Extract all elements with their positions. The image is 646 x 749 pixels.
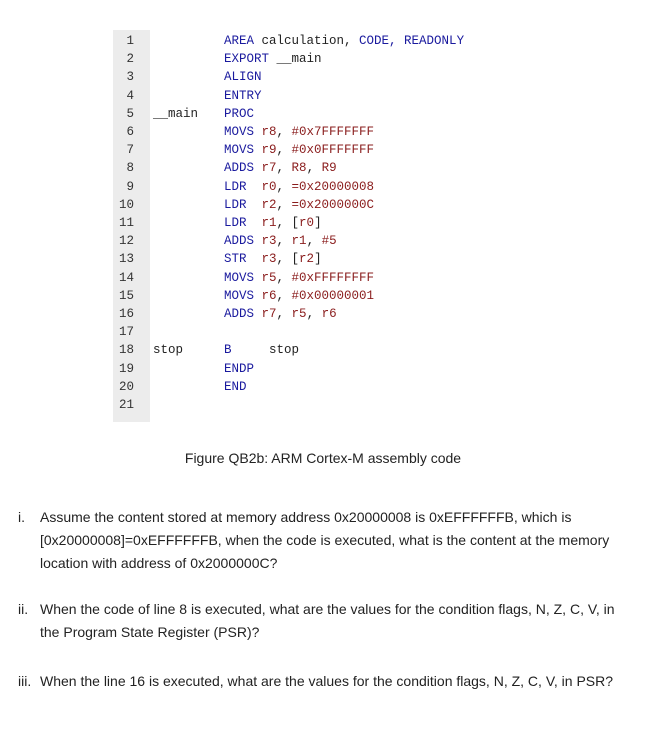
token: ] [314,216,322,230]
code-line [113,196,543,214]
question-number: i. [18,509,25,525]
line-number: 10 [118,197,134,212]
line-number: 11 [118,216,134,230]
token: MOVS [224,288,262,303]
instruction [224,178,374,196]
code-label: __main [153,106,199,121]
code-line [113,232,543,250]
token: calculation, [261,34,360,48]
line-number: 5 [126,106,134,121]
token: R9 [321,161,337,176]
code-line [113,396,543,414]
question-text: When the code of line 8 is executed, what are the values for the condition flags, N, Z, C, V, in the Program State Register (PSR)? [40,601,615,640]
instruction [224,68,262,86]
token: #0x00000001 [291,288,375,303]
token: r3 [261,252,277,267]
code-line [113,305,543,323]
token: , [ [276,252,300,267]
token: #0x7FFFFFFF [291,125,375,139]
instruction [224,269,374,287]
instruction [224,378,247,396]
token: =0x2000000C [291,197,375,212]
instruction [224,105,254,123]
token: AREA [224,34,262,48]
token: MOVS [224,125,262,139]
question-i [18,506,628,575]
token: PROC [224,106,255,121]
instruction [224,214,322,232]
code-line [113,250,543,268]
token: , [276,125,292,139]
token: r1 [261,216,277,230]
figure-caption: Figure QB2b: ARM Cortex-M assembly code [184,450,462,466]
line-number: 14 [118,270,134,285]
token: ADDS [224,234,262,249]
token: #5 [321,234,337,249]
code-line [113,323,543,341]
token: =0x20000008 [291,179,375,194]
instruction [224,87,262,105]
question-number: ii. [18,601,29,617]
token: ALIGN [224,70,262,85]
token: r1 [291,234,307,249]
token: END [224,379,247,394]
token: r7 [261,307,277,321]
token: LDR [224,179,262,194]
token: r3 [261,234,277,249]
line-number: 9 [126,179,134,194]
code-line [113,123,543,141]
question-text: When the line 16 is executed, what are the values for the condition flags, N, Z, C, V, in PSR? [40,673,614,689]
token: ADDS [224,307,262,321]
line-number: 3 [126,70,134,85]
line-number: 8 [126,161,134,176]
token: #0x0FFFFFFF [291,143,375,158]
line-number: 7 [126,143,134,158]
instruction [224,232,337,250]
instruction [224,250,322,268]
line-number: 21 [118,398,134,412]
instruction [224,141,374,159]
question-text: Assume the content stored at memory address 0x20000008 is 0xEFFFFFFB, which is [0x20000008]=0xEFFFFFFB, when the code is executed, what is the content at the memory location with address of 0x2000000C? [40,509,610,571]
code-listing [113,30,543,422]
code-line [113,159,543,177]
token: __main [276,52,322,67]
question-ii [18,598,628,644]
instruction [224,341,299,359]
instruction [224,360,254,378]
token: ENDP [224,361,255,376]
line-number: 16 [118,307,134,321]
instruction [224,32,464,50]
token: LDR [224,216,262,230]
token: CODE, READONLY [359,34,465,48]
token: r0 [299,216,315,230]
token: , [306,161,322,176]
instruction [224,287,374,305]
line-number: 4 [126,88,134,103]
instruction [224,159,337,177]
instruction [224,50,322,68]
token: , [ [276,216,300,230]
token: r5 [291,307,307,321]
token: , [276,234,292,249]
instruction [224,196,374,214]
token: , [276,179,292,194]
code-line [113,269,543,287]
token: EXPORT [224,52,277,67]
code-line [113,287,543,305]
token: ENTRY [224,88,262,103]
line-number: 2 [126,52,134,67]
token: , [306,234,322,249]
token: #0xFFFFFFFF [291,270,375,285]
token: STR [224,252,262,267]
code-line [113,105,543,123]
token: r6 [261,288,277,303]
token: r9 [261,143,277,158]
token: , [276,143,292,158]
token: ] [314,252,322,267]
token: stop [269,343,300,358]
line-number: 1 [126,34,134,48]
question-iii [18,670,628,693]
token: r6 [321,307,337,321]
code-line [113,141,543,159]
code-line [113,68,543,86]
token: , [276,270,292,285]
token: , [276,288,292,303]
line-number: 12 [118,234,134,249]
code-line [113,360,543,378]
line-number: 17 [118,325,134,340]
token: , [276,307,292,321]
token: r2 [299,252,315,267]
token: MOVS [224,270,262,285]
token: LDR [224,197,262,212]
token: r2 [261,197,277,212]
token: MOVS [224,143,262,158]
instruction [224,123,374,141]
instruction [224,305,337,323]
line-number: 19 [118,361,134,376]
code-line [113,178,543,196]
code-line [113,214,543,232]
token: ADDS [224,161,262,176]
token: r7 [261,161,277,176]
code-line [113,87,543,105]
token: , [276,197,292,212]
token: , [276,161,292,176]
code-line [113,50,543,68]
code-label: stop [153,343,184,358]
token: r5 [261,270,277,285]
code-line [113,378,543,396]
token: , [306,307,322,321]
code-line [113,32,543,50]
token: B [224,343,270,358]
token: R8 [291,161,307,176]
question-number: iii. [18,673,32,689]
line-number: 15 [118,288,134,303]
line-number: 13 [118,252,134,267]
line-number: 6 [126,125,134,139]
line-number: 20 [118,379,134,394]
token: r8 [261,125,277,139]
token: r0 [261,179,277,194]
code-line [113,341,543,359]
line-number: 18 [118,343,134,358]
